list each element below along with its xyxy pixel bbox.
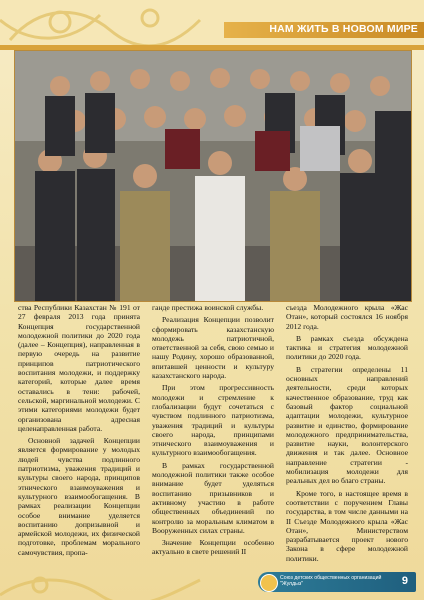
paragraph: При этом прогрессивность молодежи и стремление к глобализации будут сочетаться с чувством подлинного патриотизма, уважения традиций и культуры своего народа, принципами этнического взаимоуважения и культурного взаимообогащения. [152, 383, 274, 458]
article-column-1 [18, 303, 140, 571]
paragraph: В стратегии определены 11 основных направлений деятельности, среди которых качественное образование, труд как базовый фактор социальной адаптации молодежи, культурное развитие и единство, формирование молодежного предпринимательства, развитие науки, волонтерского движения и так далее. Основное направление стратегии - мобилизация молодежи для реальных дел во благо страны. [286, 364, 408, 486]
paragraph: В рамках государственной молодежной политики также особое внимание будет уделяться воспитанию призывников и активному участию в работе общественных объединений по контролю за моральным климатом в Вооруженных силах страны. [152, 460, 274, 535]
paragraph: съезда Молодежного крыла «Жас Отан», который состоялся 16 ноября 2012 года. [286, 303, 408, 331]
paragraph: Значение Концепции особенно актуально в свете решений II [152, 538, 274, 557]
page-number: 9 [401, 575, 408, 587]
paragraph: ства Республики Казахстан № 191 от 27 февраля 2013 года принята Концепция государственной молодежной политики до 2020 года (далее – Концепция), направленная в первую очередь на развитие принципов патриотического воспитания молодежи, и поддержку категорий, которые далее время оставались в тени: рабочей, сельской, маргинальной молодежи. С этими категориями молодежи будет организована адресная целенаправленная работа. [18, 303, 140, 433]
group-photo [14, 50, 412, 302]
section-title: НАМ ЖИТЬ В НОВОМ МИРЕ [269, 23, 418, 35]
organization-badge [258, 572, 416, 592]
paragraph: Реализация Концепции позволит сформировать казахстанскую молодежь патриотичной, ответственной за себя, свою семью и нашу Родину, хорошо образованной, впитавшей ценности и культуру казахстанского народа. [152, 315, 274, 381]
article-body [18, 303, 408, 571]
article-column-3 [286, 303, 408, 571]
paragraph: Основной задачей Концепции является формирование у молодых людей чувства подлинного патриотизма, уважения традиций и культуры своего народа, принципов этнического взаимоуважения и культурного взаимообогащения. В рамках реализации Концепции особое внимание уделяется воспитанию допризывной и армейской молодежи, их физической подготовке, проблемам морального самочувствия, пропа- [18, 436, 140, 557]
group-photo-illustration [15, 51, 411, 301]
paragraph: В рамках съезда обсуждена тактика и стратегия молодежной политики до 2020 года. [286, 333, 408, 362]
paragraph: ганде престижа воинской службы. [152, 303, 264, 312]
organization-name: Союз детских общественных организаций "Жулдыз" [280, 575, 382, 587]
paragraph: Кроме того, в настоящее время в соответствии с поручением Главы государства, в том числе данными на II Съезде Молодежного крыла «Жас Отан», Министерством разрабатывается проект нового Закона в сфере молодежной политики. [286, 488, 408, 563]
article-column-2 [152, 303, 274, 571]
organization-logo [260, 574, 278, 592]
